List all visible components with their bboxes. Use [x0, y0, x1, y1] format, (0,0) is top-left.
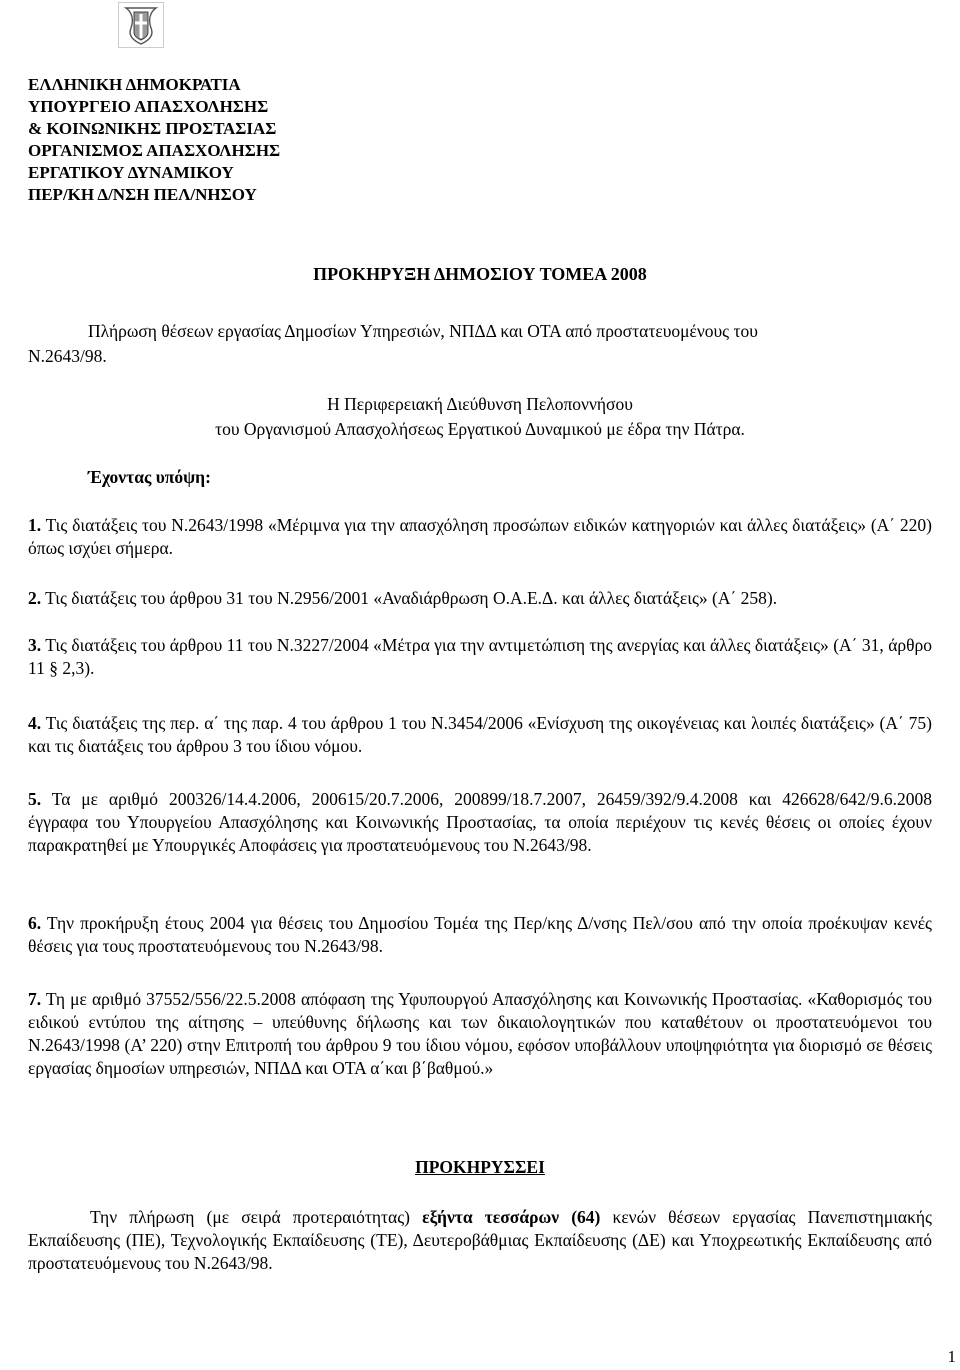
list-item	[28, 587, 932, 610]
page-number: 1	[947, 1347, 956, 1366]
item-number: 6.	[28, 913, 42, 933]
item-text: Τα με αριθμό 200326/14.4.2006, 200615/20.7.2006, 200899/18.7.2007, 26459/392/9.4.2008 και 426628/642/9.6.2008 έγγραφα του Υπουργείου Απασχόλησης και Κοινωνικής Προστασίας, τα οποία περιέχουν τις κενές θέσεις οι οποίες έχουν παρακρατηθεί με Υπουργικές Αποφάσεις για προστατευόμενους του Ν.2643/98.	[28, 789, 932, 856]
list-item	[28, 912, 932, 958]
subtitle-line: Ν.2643/98.	[28, 346, 107, 366]
document-title: ΠΡΟΚΗΡΥΞΗ ΔΗΜΟΣΙΟΥ ΤΟΜΕΑ 2008	[313, 264, 647, 284]
list-item	[28, 988, 932, 1080]
list-item	[28, 514, 932, 560]
header-line: ΠΕΡ/ΚΗ Δ/ΝΣΗ ΠΕΛ/ΝΗΣΟΥ	[28, 185, 257, 205]
list-item	[28, 712, 932, 758]
item-number: 4.	[28, 713, 42, 733]
final-text-before: Την πλήρωση (με σειρά προτεραιότητας)	[90, 1207, 423, 1227]
item-text: Τη με αριθμό 37552/556/22.5.2008 απόφαση της Υφυπουργού Απασχόλησης και Κοινωνικής Προστασίας. «Καθορισμός του ειδικού εντύπου της αίτησης – υπεύθυνης δήλωσης και των δικαιολογητικών που καταθέτουν οι προστατευόμενοι του Ν.2643/1998 (Α’ 220) στην Επιτροπή του άρθρου 9 του ίδιου νόμου, εφόσον υποβάλλουν υποψηφιότητα για διορισμό σε θέσεις εργασίας δημοσίων υπηρεσιών, ΝΠΔΔ και ΟΤΑ α΄και β΄βαθμού.»	[28, 989, 932, 1079]
item-text: Την προκήρυξη έτους 2004 για θέσεις του Δημοσίου Τομέα της Περ/κης Δ/νσης Πελ/σου από την οποία προέκυψαν κενές θέσεις για τους προστατευόμενους του Ν.2643/98.	[28, 913, 932, 957]
item-number: 7.	[28, 989, 42, 1009]
final-paragraph	[28, 1206, 932, 1275]
announces-heading: ΠΡΟΚΗΡΥΣΣΕΙ	[415, 1157, 545, 1177]
issuer-header	[28, 74, 280, 207]
item-text: Τις διατάξεις του Ν.2643/1998 «Μέριμνα για την απασχόληση προσώπων ειδικών κατηγοριών και άλλες διατάξεις» (Α΄ 220) όπως ισχύει σήμερα.	[28, 515, 932, 559]
item-number: 1.	[28, 515, 42, 535]
item-text: Τις διατάξεις του άρθρου 31 του Ν.2956/2001 «Αναδιάρθρωση Ο.Α.Ε.Δ. και άλλες διατάξεις» (Α΄ 258).	[41, 588, 778, 608]
subtitle-line: Πλήρωση θέσεων εργασίας Δημοσίων Υπηρεσιών, ΝΠΔΔ και ΟΤΑ από προστατευομένους του	[88, 321, 758, 341]
item-text: Τις διατάξεις του άρθρου 11 του Ν.3227/2004 «Μέτρα για την αντιμετώπιση της ανεργίας και άλλες διατάξεις» (Α΄ 31, άρθρο 11 § 2,3).	[28, 635, 932, 679]
authority-line: Η Περιφερειακή Διεύθυνση Πελοποννήσου	[327, 394, 633, 414]
list-item	[28, 788, 932, 857]
considering-heading: Έχοντας υπόψη:	[88, 467, 211, 487]
header-line: ΕΛΛΗΝΙΚΗ ΔΗΜΟΚΡΑΤΙΑ	[28, 75, 241, 94]
final-text-after: κενών θέσεων εργασίας Πανεπιστημιακής Εκπαίδευσης (ΠΕ), Τεχνολογικής Εκπαίδευσης (ΤΕ), Δευτεροβάθμιας Εκπαίδευσης (ΔΕ) και Υποχρεωτικής Εκπαίδευσης από προστατευόμενους του Ν.2643/98.	[28, 1207, 932, 1274]
item-text: Τις διατάξεις της περ. α΄ της παρ. 4 του άρθρου 1 του Ν.3454/2006 «Ενίσχυση της οικογένειας και λοιπές διατάξεις» (Α΄ 75) και τις διατάξεις του άρθρου 3 του ίδιου νόμου.	[28, 713, 932, 757]
item-number: 3.	[28, 635, 42, 655]
position-count: εξήντα τεσσάρων (64)	[422, 1207, 601, 1227]
header-line: ΟΡΓΑΝΙΣΜΟΣ ΑΠΑΣΧΟΛΗΣΗΣ	[28, 141, 281, 161]
header-line: ΕΡΓΑΤΙΚΟΥ ΔΥΝΑΜΙΚΟΥ	[28, 163, 234, 183]
header-line: ΥΠΟΥΡΓΕΙΟ ΑΠΑΣΧΟΛΗΣΗΣ	[28, 97, 269, 117]
item-number: 5.	[28, 789, 42, 809]
header-line: & ΚΟΙΝΩΝΙΚΗΣ ΠΡΟΣΤΑΣΙΑΣ	[28, 119, 277, 139]
list-item	[28, 634, 932, 680]
authority-line: του Οργανισμού Απασχολήσεως Εργατικού Δυναμικού με έδρα την Πάτρα.	[215, 419, 745, 439]
greek-coat-of-arms-icon	[118, 2, 164, 48]
item-number: 2.	[28, 588, 42, 608]
